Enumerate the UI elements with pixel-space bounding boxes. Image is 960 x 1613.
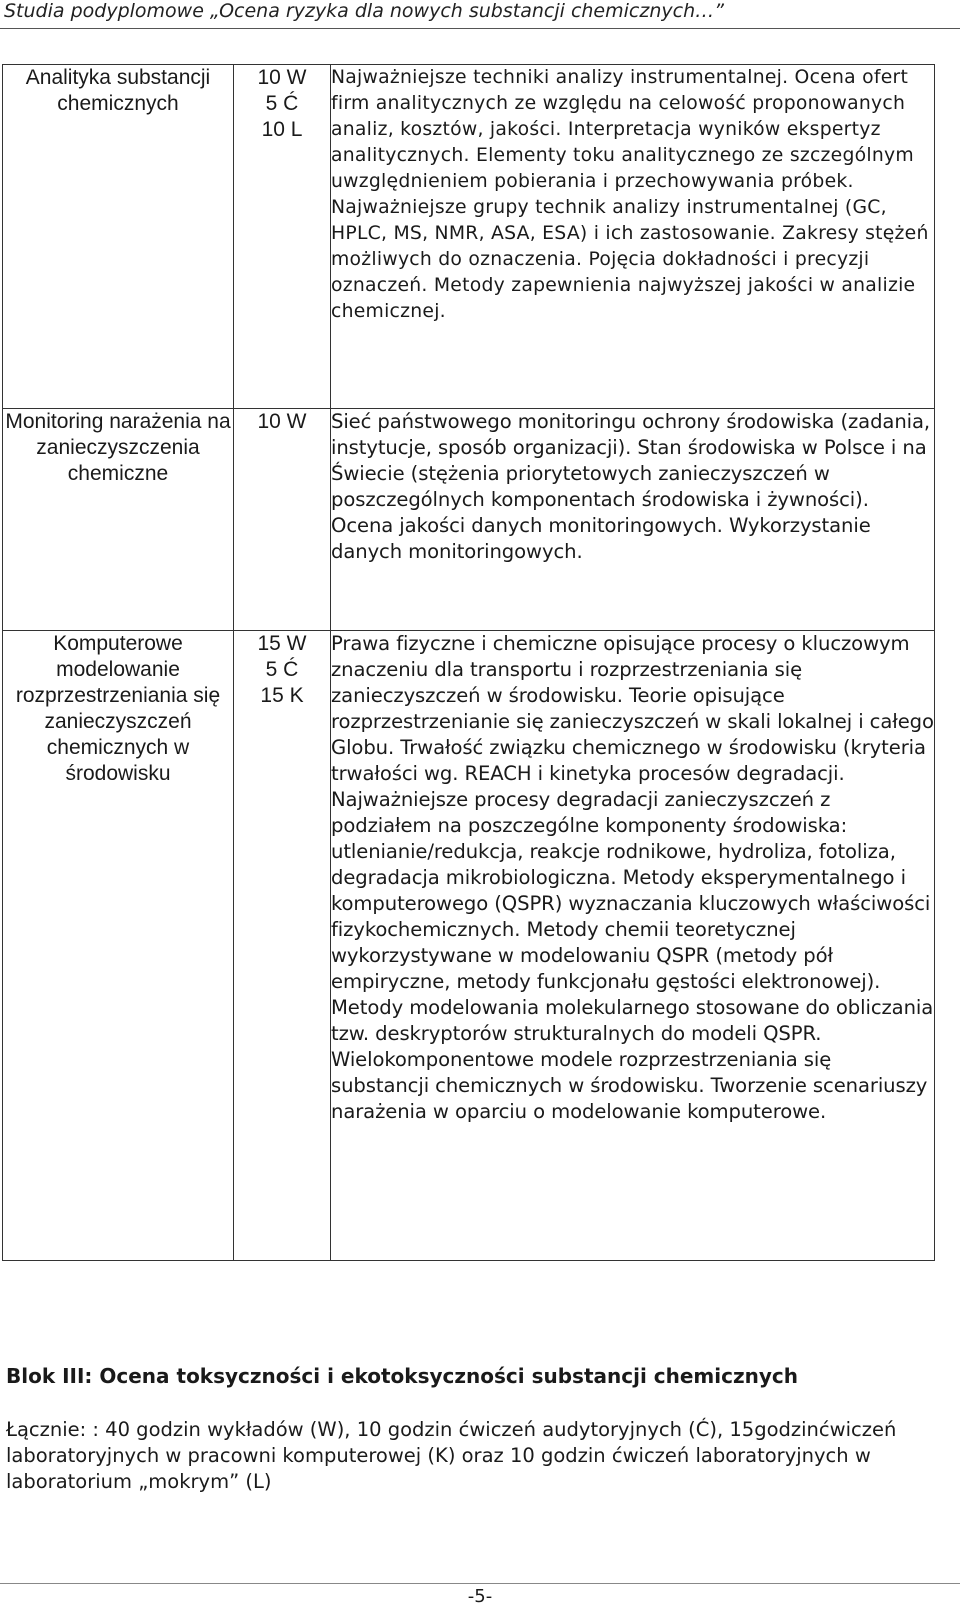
course-description: Sieć państwowego monitoringu ochrony środowiska (zadania, instytucje, sposób organizacji). Stan środowiska w Polsce i na Świecie (stężenia priorytetowych zanieczyszczeń w poszczególnych komponentach środowiska i żywności). Ocena jakości danych monitoringowych. Wykorzystanie danych monitoringowych.	[331, 409, 935, 631]
hours-lecture: 10 W	[257, 66, 307, 89]
course-name: Komputerowe modelowanie rozprzestrzeniania się zanieczyszczeń chemicznych w środowisku	[3, 631, 234, 1261]
hours-lab: 10 L	[261, 118, 303, 141]
block-title: Blok III: Ocena toksyczności i ekotoksyczności substancji chemicznych	[6, 1364, 798, 1388]
hours-computer: 15 K	[260, 684, 304, 707]
table-row	[3, 65, 935, 409]
block-summary: Łącznie: : 40 godzin wykładów (W), 10 godzin ćwiczeń audytoryjnych (Ć), 15godzinćwiczeń laboratoryjnych w pracowni komputerowej (K) oraz 10 godzin ćwiczeń laboratoryjnych w laboratorium „mokrym” (L)	[6, 1418, 897, 1493]
course-table	[2, 64, 935, 1261]
course-hours	[234, 631, 331, 1261]
course-name: Analityka substancji chemicznych	[3, 65, 234, 409]
page-number: -5-	[467, 1586, 493, 1607]
course-description: Prawa fizyczne i chemiczne opisujące procesy o kluczowym znaczeniu dla transportu i rozprzestrzeniania się zanieczyszczeń w środowisku. Teorie opisujące rozprzestrzenianie się zanieczyszczeń w skali lokalnej i całego Globu. Trwałość związku chemicznego w środowisku (kryteria trwałości wg. REACH i kinetyka procesów degradacji. Najważniejsze procesy degradacji zanieczyszczeń z podziałem na poszczególne komponenty środowiska: utlenianie/redukcja, reakcje rodnikowe, hydroliza, fotoliza, degradacja mikrobiologiczna. Metody eksperymentalnego i komputerowego (QSPR) wyznaczania kluczowych właściwości fizykochemicznych. Metody chemii teoretycznej wykorzystywane w modelowaniu QSPR (metody pół empiryczne, metody funkcjonału gęstości elektronowej). Metody modelowania molekularnego stosowane do obliczania tzw. deskryptorów strukturalnych do modeli QSPR. Wielokomponentowe modele rozprzestrzeniania się substancji chemicznych w środowisku. Tworzenie scenariuszy narażenia w oparciu o modelowanie komputerowe.	[331, 631, 935, 1261]
course-hours	[234, 409, 331, 631]
course-name: Monitoring narażenia na zanieczyszczenia chemiczne	[3, 409, 234, 631]
header-title: Studia podyplomowe „Ocena ryzyka dla nowych substancji chemicznych…”	[4, 0, 724, 22]
hours-lecture: 15 W	[257, 632, 307, 655]
hours-lecture: 10 W	[257, 410, 307, 433]
page-header	[0, 0, 960, 29]
course-hours	[234, 65, 331, 409]
hours-exercise: 5 Ć	[265, 92, 299, 115]
table-row	[3, 409, 935, 631]
table-row	[3, 631, 935, 1261]
hours-exercise: 5 Ć	[265, 658, 299, 681]
footer-divider	[0, 1583, 960, 1584]
course-description: Najważniejsze techniki analizy instrumentalnej. Ocena ofert firm analitycznych ze względu na celowość proponowanych analiz, kosztów, jakości. Interpretacja wyników ekspertyz analitycznych. Elementy toku analitycznego ze szczególnym uwzględnieniem pobierania i przechowywania próbek. Najważniejsze grupy technik analizy instrumentalnej (GC, HPLC, MS, NMR, ASA, ESA) i ich zastosowanie. Zakresy stężeń możliwych do oznaczenia. Pojęcia dokładności i precyzji oznaczeń. Metody zapewnienia najwyższej jakości w analizie chemicznej.	[331, 65, 935, 409]
